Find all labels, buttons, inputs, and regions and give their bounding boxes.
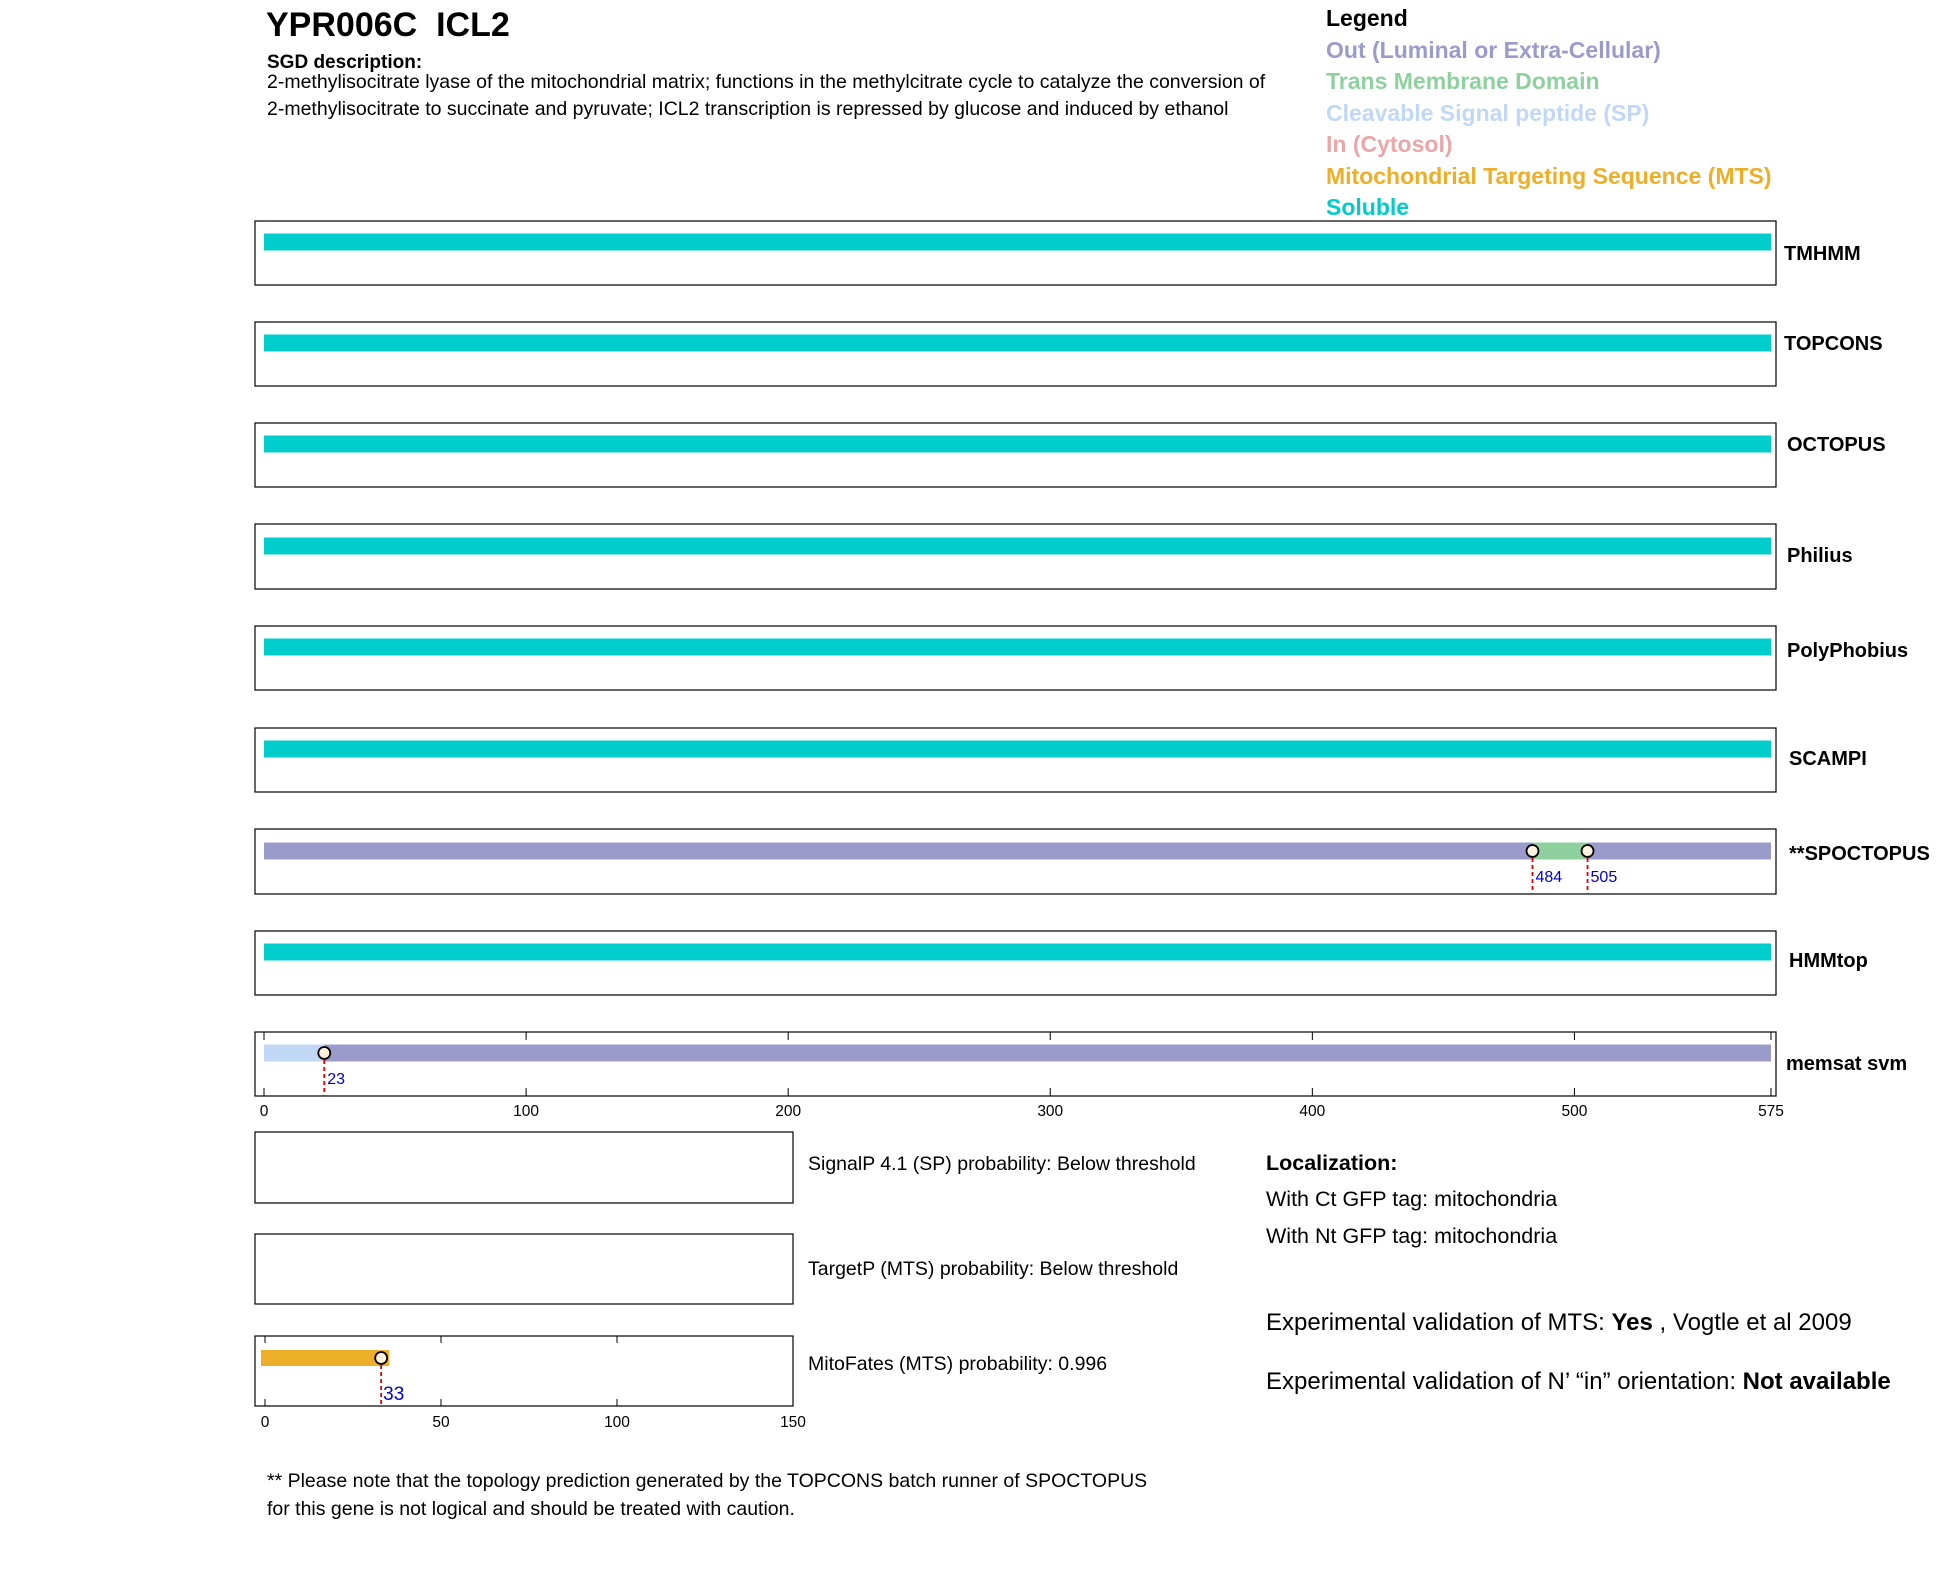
orientation-validation-value: Not available [1742, 1368, 1891, 1395]
mts-validation [1266, 1306, 1916, 1339]
marker-label-spoctopus-1: 505 [1590, 869, 1618, 886]
marker-label-memsat-svm-0: 23 [327, 1071, 346, 1088]
prob-frame-mitofates [255, 1336, 793, 1406]
segment-spoctopus-0 [264, 843, 1533, 860]
marker-label-spoctopus-0: 484 [1535, 869, 1563, 886]
legend-item-tm: Trans Membrane Domain [1326, 68, 1600, 94]
legend-item-out: Out (Luminal or Extra-Cellular) [1326, 37, 1661, 63]
prob-tick-label-mitofates-3: 150 [780, 1414, 806, 1431]
segment-memsat-svm-0 [264, 1045, 324, 1062]
legend-item-in: In (Cytosol) [1326, 131, 1453, 157]
marker-dot-memsat-svm-0 [318, 1047, 330, 1059]
method-label-octopus: OCTOPUS [1787, 434, 1886, 456]
x-tick-label-5: 500 [1561, 1103, 1588, 1120]
marker-dot-spoctopus-1 [1582, 845, 1594, 857]
prob-marker-dot-mitofates-0 [375, 1352, 387, 1364]
track-frame-philius [255, 524, 1776, 589]
segment-tmhmm-0 [264, 234, 1771, 251]
legend-title: Legend [1326, 5, 1408, 31]
x-tick-label-3: 300 [1037, 1103, 1064, 1120]
segment-philius-0 [264, 538, 1771, 555]
segment-octopus-0 [264, 436, 1771, 453]
prob-tick-label-mitofates-1: 50 [432, 1414, 450, 1431]
orientation-validation [1266, 1365, 1916, 1398]
mts-validation-ref: , Vogtle et al 2009 [1652, 1309, 1852, 1336]
x-tick-label-0: 0 [259, 1103, 269, 1120]
track-frame-octopus [255, 423, 1776, 487]
track-frame-scampi [255, 728, 1776, 792]
segment-memsat-svm-1 [324, 1045, 1771, 1062]
legend-item-mts: Mitochondrial Targeting Sequence (MTS) [1326, 163, 1772, 189]
localization-title: Localization: [1266, 1151, 1398, 1175]
sgd-description-label: SGD description: [267, 52, 423, 73]
segment-scampi-0 [264, 741, 1771, 758]
prob-frame-signalp [255, 1132, 793, 1203]
x-tick-label-2: 200 [775, 1103, 802, 1120]
track-frame-polyphobius [255, 626, 1776, 690]
x-tick-label-6: 575 [1758, 1103, 1784, 1120]
track-frame-topcons [255, 322, 1776, 386]
x-tick-label-4: 400 [1299, 1103, 1326, 1120]
segment-spoctopus-2 [1588, 843, 1771, 860]
mitofates-probability-label: MitoFates (MTS) probability: 0.996 [808, 1353, 1108, 1375]
method-label-hmmtop: HMMtop [1789, 950, 1868, 972]
targetp-probability-label: TargetP (MTS) probability: Below threshold [808, 1258, 1179, 1280]
segment-hmmtop-0 [264, 944, 1771, 961]
signalp-probability-label: SignalP 4.1 (SP) probability: Below threshold [808, 1153, 1196, 1175]
track-frame-tmhmm [255, 221, 1776, 285]
sgd-description: 2-methylisocitrate lyase of the mitochondrial matrix; functions in the methylcitrate cycle to catalyze the conversion of 2-methylisocitrate to succinate and pyruvate; ICL2 transcription is repressed by glucose and induced by ethanol [267, 71, 1266, 120]
mts-validation-value: Yes [1611, 1309, 1653, 1336]
mts-validation-prefix: Experimental validation of MTS: [1266, 1309, 1612, 1336]
legend-item-soluble: Soluble [1326, 194, 1410, 220]
gene-id: YPR006C [266, 6, 418, 44]
localization-nt-gfp: With Nt GFP tag: mitochondria [1266, 1224, 1558, 1248]
marker-dot-spoctopus-0 [1527, 845, 1539, 857]
legend-item-sp: Cleavable Signal peptide (SP) [1326, 100, 1650, 126]
prob-tick-label-mitofates-2: 100 [604, 1414, 630, 1431]
prob-marker-label-mitofates-0: 33 [383, 1384, 405, 1405]
method-label-philius: Philius [1787, 545, 1853, 567]
localization-ct-gfp: With Ct GFP tag: mitochondria [1266, 1187, 1558, 1211]
segment-spoctopus-1 [1533, 843, 1588, 860]
method-label-topcons: TOPCONS [1784, 333, 1883, 355]
x-tick-label-1: 100 [513, 1103, 540, 1120]
track-frame-hmmtop [255, 931, 1776, 995]
method-label-polyphobius: PolyPhobius [1787, 640, 1909, 662]
prob-tick-label-mitofates-0: 0 [260, 1414, 270, 1431]
track-frame-memsat-svm [255, 1032, 1776, 1096]
prob-segment-mitofates-0 [261, 1350, 389, 1366]
segment-topcons-0 [264, 335, 1771, 352]
gene-name: ICL2 [436, 6, 510, 44]
method-label-scampi: SCAMPI [1789, 748, 1867, 770]
prob-frame-targetp [255, 1234, 793, 1304]
segment-polyphobius-0 [264, 639, 1771, 656]
method-label-spoctopus: **SPOCTOPUS [1789, 843, 1930, 865]
method-label-memsat-svm: memsat svm [1786, 1053, 1908, 1075]
orientation-validation-prefix: Experimental validation of N’ “in” orientation: [1266, 1368, 1743, 1395]
method-label-tmhmm: TMHMM [1784, 243, 1861, 265]
footnote: ** Please note that the topology prediction generated by the TOPCONS batch runner of SPOCTOPUS for this gene is not logical and should be treated with caution. [267, 1470, 1148, 1520]
